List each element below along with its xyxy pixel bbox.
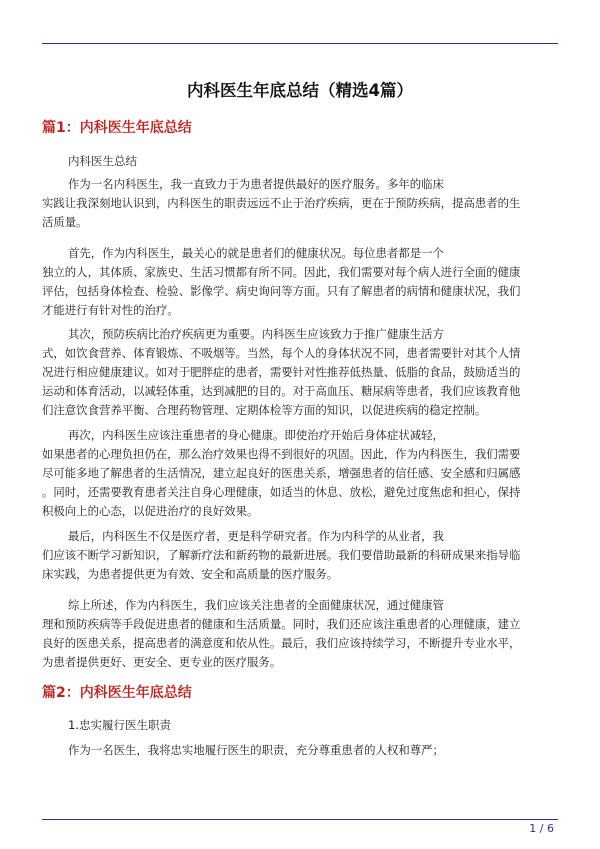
page-title: 内科医生年底总结（精选4篇）	[187, 81, 413, 100]
paragraph	[42, 325, 558, 420]
text-line: 其次，预防疾病比治疗疾病更为重要。内科医生应该致力于推广健康生活方	[68, 327, 444, 341]
paragraph	[42, 426, 558, 521]
text-line: 才能进行有针对性的治疗。	[42, 303, 179, 317]
text-line: 况进行相应健康建议。如对于肥胖症的患者，需要针对性推荐低热量、低脂的食品，鼓励适当的	[42, 365, 521, 379]
page-number: 1 / 6	[529, 822, 554, 835]
text-line: 为患者提供更好、更安全、更专业的医疗服务。	[42, 655, 282, 669]
text-line: 独立的人，其体质、家族史、生活习惯都有所不同。因此，我们需要对每个病人进行全面的健康	[42, 265, 521, 279]
text-line: 床实践，为患者提供更为有效、安全和高质量的医疗服务。	[42, 567, 339, 581]
text-line: 实践让我深刻地认识到，内科医生的职责远远不止于治疗疾病，更在于预防疾病，提高患者的生	[42, 196, 521, 210]
text-line: 理和预防疾病等手段促进患者的健康和生活质量。同时，我们还应该注重患者的心理健康，建立	[42, 617, 521, 631]
text-line: 。同时，还需要教育患者关注自身心理健康，如适当的休息、放松，避免过度焦虑和担心，保持	[42, 485, 521, 499]
text-line: 再次，内科医生应该注重患者的身心健康。即使治疗开始后身体症状减轻，	[68, 428, 444, 442]
text-line: 运动和体育活动，以减轻体重，达到减肥的目的。对于高血压、糖尿病等患者，我们应该教育他	[42, 384, 521, 398]
section-subtitle: 1.忠实履行医生职责	[68, 718, 171, 732]
text-line: 作为一名医生，我将忠实地履行医生的职责，充分尊重患者的人权和尊严；	[68, 743, 444, 757]
text-line: 如果患者的心理负担仍在，那么治疗效果也得不到很好的巩固。因此，作为内科医生，我们需要	[42, 447, 521, 461]
text-line: 最后，内科医生不仅是医疗者，更是科学研究者。作为内科学的从业者，我	[68, 529, 444, 543]
text-line: 良好的医患关系，提高患者的满意度和依从性。最后，我们应该持续学习，不断提升专业水平，	[42, 636, 521, 650]
paragraph	[42, 741, 558, 760]
text-line: 作为一名内科医生，我一直致力于为患者提供最好的医疗服务。多年的临床	[68, 177, 444, 191]
footer-rule	[42, 819, 558, 820]
text-line: 式，如饮食营养、体育锻炼、不吸烟等。当然，每个人的身体状况不同，患者需要针对其个人情	[42, 346, 521, 360]
paragraph	[42, 527, 558, 584]
text-line: 们注意饮食营养平衡、合理药物管理、定期体检等方面的知识，以促进疾病的稳定控制。	[42, 403, 487, 417]
text-line: 活质量。	[42, 215, 88, 229]
header-rule	[42, 43, 558, 44]
text-line: 评估，包括身体检查、检验、影像学、病史询问等方面。只有了解患者的病情和健康状况，我们	[42, 284, 521, 298]
text-line: 尽可能多地了解患者的生活情况，建立起良好的医患关系，增强患者的信任感、安全感和归属感	[42, 466, 521, 480]
section-heading: 篇2：内科医生年底总结	[42, 685, 192, 701]
text-line: 们应该不断学习新知识，了解新疗法和新药物的最新进展。我们要借助最新的科研成果来指导临	[42, 548, 521, 562]
paragraph	[42, 244, 558, 320]
section-subtitle: 内科医生总结	[68, 154, 137, 168]
text-line: 首先，作为内科医生，最关心的就是患者们的健康状况。每位患者都是一个	[68, 246, 444, 260]
text-line: 积极向上的心态，以促进治疗的良好效果。	[42, 504, 259, 518]
paragraph	[42, 596, 558, 672]
text-line: 综上所述，作为内科医生，我们应该关注患者的全面健康状况，通过健康管	[68, 598, 444, 612]
section-heading: 篇1：内科医生年底总结	[42, 120, 192, 136]
paragraph	[42, 175, 558, 232]
